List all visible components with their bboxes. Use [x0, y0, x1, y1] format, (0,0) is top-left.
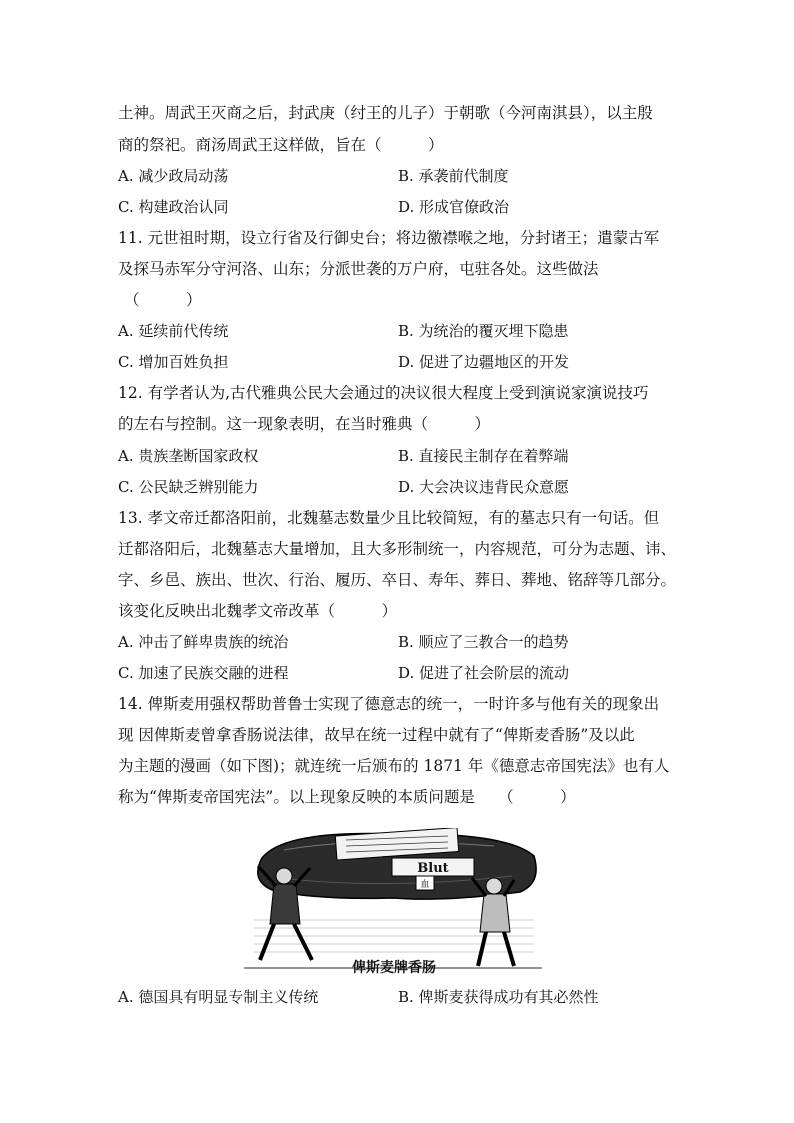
q11-option-c: C. 增加百姓负担: [118, 353, 229, 371]
q14-stem-line3: 为主题的漫画（如下图)；就连统一后颁布的 1871 年《德意志帝国宪法》也有人: [118, 757, 670, 775]
q10-option-c: C. 构建政治认同: [118, 198, 229, 216]
cartoon-box-text: 血: [420, 880, 430, 890]
q13-option-c: C. 加速了民族交融的进程: [118, 664, 289, 682]
q14-stem-line4: 称为“俾斯麦帝国宪法”。以上现象反映的本质问题是 （ ）: [118, 788, 576, 806]
q13-stem-line3: 字、乡邑、族出、世次、行治、履历、卒日、寿年、葬日、葬地、铭辞等几部分。: [118, 571, 677, 589]
q10-stem-line2: 商的祭祀。商汤周武王这样做，旨在（ ）: [118, 136, 444, 154]
q13-stem-line2: 迁都洛阳后，北魏墓志大量增加，且大多形制统一，内容规范，可分为志题、讳、: [118, 540, 677, 558]
q10-stem-line1: 土神。周武王灭商之后，封武庚（纣王的儿子）于朝歌（今河南淇县），以主殷: [118, 104, 653, 122]
q12-option-c: C. 公民缺乏辨别能力: [118, 478, 259, 496]
q12-option-b: B. 直接民主制存在着弊端: [398, 447, 569, 465]
q13-stem-line1: 13. 孝文帝迁都洛阳前，北魏墓志数量少且比较简短，有的墓志只有一句话。但: [118, 509, 660, 527]
q12-stem-line1: 12. 有学者认为,古代雅典公民大会通过的决议很大程度上受到演说家演说技巧: [118, 384, 649, 402]
q11-option-b: B. 为统治的覆灭埋下隐患: [398, 322, 569, 340]
q12-option-a: A. 贵族垄断国家政权: [118, 447, 259, 465]
q14-stem-line1: 14. 俾斯麦用强权帮助普鲁士实现了德意志的统一，一时许多与他有关的现象出: [118, 695, 660, 713]
cartoon-caption: 俾斯麦牌香肠: [352, 960, 436, 976]
q14-option-b: B. 俾斯麦获得成功有其必然性: [398, 988, 599, 1006]
q12-option-d: D. 大会决议违背民众意愿: [398, 478, 570, 496]
bismarck-sausage-cartoon: [244, 828, 542, 978]
q13-option-b: B. 顺应了三教合一的趋势: [398, 633, 569, 651]
q13-option-a: A. 冲击了鲜卑贵族的统治: [118, 633, 289, 651]
q10-option-a: A. 减少政局动荡: [118, 167, 229, 185]
q14-stem-line2: 现 因俾斯麦曾拿香肠说法律，故早在统一过程中就有了“俾斯麦香肠”及以此: [118, 726, 635, 744]
q11-option-d: D. 促进了边疆地区的开发: [398, 353, 570, 371]
cartoon-illustration: [244, 828, 542, 978]
q12-stem-line2: 的左右与控制。这一现象表明，在当时雅典（ ）: [118, 415, 491, 433]
q13-stem-line4: 该变化反映出北魏孝文帝改革（ ）: [118, 602, 398, 620]
q14-option-a: A. 德国具有明显专制主义传统: [118, 988, 319, 1006]
cartoon-banner-text: Blut: [417, 861, 449, 876]
q13-option-d: D. 促进了社会阶层的流动: [398, 664, 570, 682]
q11-stem-line3: （ ）: [124, 291, 202, 309]
q11-option-a: A. 延续前代传统: [118, 322, 229, 340]
q10-option-d: D. 形成官僚政治: [398, 198, 510, 216]
q10-option-b: B. 承袭前代制度: [398, 167, 509, 185]
q11-stem-line1: 11. 元世祖时期，设立行省及行御史台；将边徼襟喉之地，分封诸王；遣蒙古军: [118, 229, 660, 247]
q11-stem-line2: 及探马赤军分守河洛、山东；分派世袭的万户府，屯驻各处。这些做法: [118, 260, 599, 278]
